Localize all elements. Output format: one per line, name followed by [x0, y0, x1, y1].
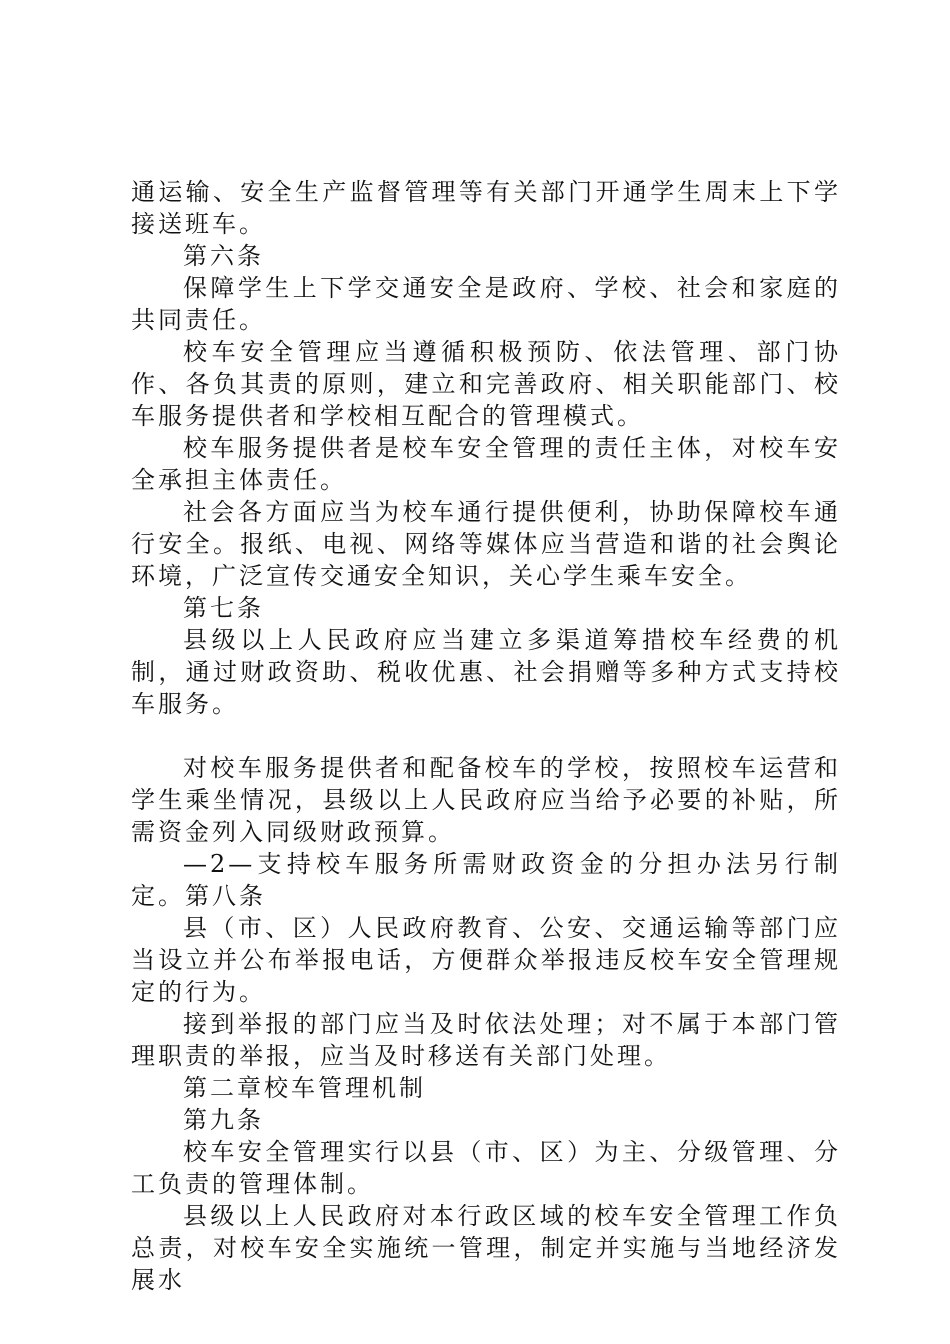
- article-heading-9: 第九条: [183, 1106, 264, 1134]
- paragraph: 县级以上人民政府对本行政区域的校车安全管理工作负总责，对校车安全实施统一管理，制定并实施与当地经济发展水: [131, 1202, 841, 1294]
- blank-line: [131, 720, 841, 752]
- paragraph: 校车安全管理实行以县（市、区）为主、分级管理、分工负责的管理体制。: [131, 1138, 841, 1198]
- article-heading-7: 第七条: [183, 594, 264, 622]
- paragraph: 县（市、区）人民政府教育、公安、交通运输等部门应当设立并公布举报电话，方便群众举报违反校车安全管理规定的行为。: [131, 914, 841, 1006]
- article-heading-6: 第六条: [183, 242, 264, 270]
- paragraph: 保障学生上下学交通安全是政府、学校、社会和家庭的共同责任。: [131, 274, 841, 334]
- paragraph: 接到举报的部门应当及时依法处理；对不属于本部门管理职责的举报，应当及时移送有关部门处理。: [131, 1010, 841, 1070]
- paragraph: 社会各方面应当为校车通行提供便利，协助保障校车通行安全。报纸、电视、网络等媒体应当营造和谐的社会舆论环境，广泛宣传交通安全知识，关心学生乘车安全。: [131, 498, 841, 590]
- paragraph: 县级以上人民政府应当建立多渠道筹措校车经费的机制，通过财政资助、税收优惠、社会捐赠等多种方式支持校车服务。: [131, 626, 841, 718]
- document-body: [131, 176, 841, 1296]
- paragraph: 校车安全管理应当遵循积极预防、依法管理、部门协作、各负其责的原则，建立和完善政府、相关职能部门、校车服务提供者和学校相互配合的管理模式。: [131, 338, 841, 430]
- paragraph-continuation: 通运输、安全生产监督管理等有关部门开通学生周末上下学接送班车。: [131, 178, 841, 238]
- paragraph: 校车服务提供者是校车安全管理的责任主体，对校车安全承担主体责任。: [131, 434, 841, 494]
- paragraph-with-page-number: —2—支持校车服务所需财政资金的分担办法另行制定。第八条: [131, 850, 841, 910]
- paragraph: 对校车服务提供者和配备校车的学校，按照校车运营和学生乘坐情况，县级以上人民政府应当给予必要的补贴，所需资金列入同级财政预算。: [131, 754, 841, 846]
- chapter-heading: 第二章校车管理机制: [183, 1074, 426, 1102]
